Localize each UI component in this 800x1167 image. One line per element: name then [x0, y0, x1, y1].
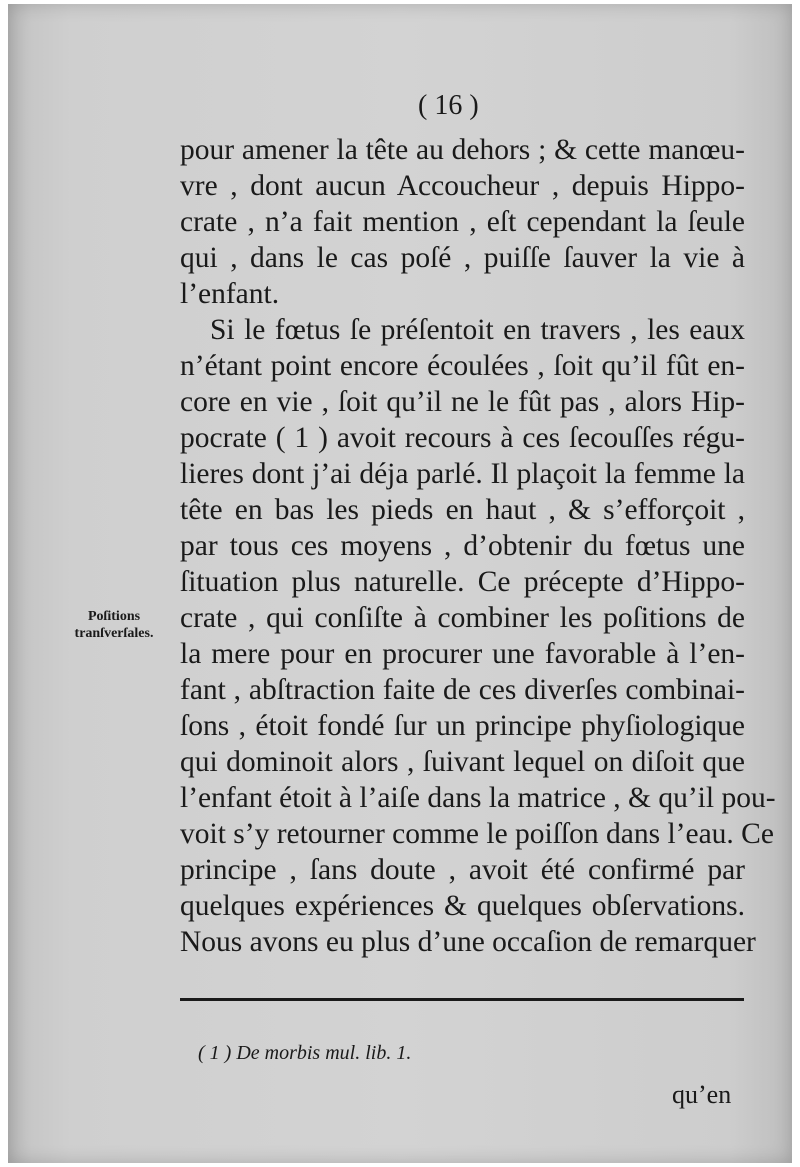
text-line: tête en bas les pieds en haut , & s’efforçoit , [180, 494, 745, 526]
text-line: vre , dont aucun Accoucheur , depuis Hippo- [180, 170, 745, 202]
margin-note-line: Poſitions [87, 609, 141, 624]
body-text [180, 132, 776, 960]
footnote: ( 1 ) De morbis mul. lib. 1. [198, 1042, 412, 1064]
text-line: la mere pour en procurer une favorable à l’en- [180, 638, 745, 670]
text-line: l’enfant étoit à l’aiſe dans la matrice , & qu’il pou- [180, 782, 776, 814]
margin-note [48, 608, 180, 642]
text-line: crate , qui conſiſte à combiner les poſitions de [180, 602, 745, 634]
text-line: ſons , étoit fondé ſur un principe phyſiologique [180, 710, 745, 742]
text-line: lieres dont j’ai déja parlé. Il plaçoit la femme la [180, 458, 745, 490]
text-line: crate , n’a fait mention , eſt cependant la ſeule [180, 206, 745, 238]
catchword: qu’en [672, 1080, 732, 1109]
page-number: ( 16 ) [418, 90, 479, 121]
text-line: qui , dans le cas poſé , puiſſe ſauver la vie à [180, 242, 745, 274]
text-line: ſituation plus naturelle. Ce précepte d’Hippo- [180, 566, 745, 598]
book-page [8, 4, 792, 1163]
text-line: pour amener la tête au dehors ; & cette manœu- [180, 134, 745, 166]
text-line: voit s’y retourner comme le poiſſon dans l’eau. Ce [180, 818, 774, 850]
text-line: core en vie , ſoit qu’il ne le fût pas , alors Hip- [180, 386, 745, 418]
text-line: Si le fœtus ſe préſentoit en travers , les eaux [210, 314, 745, 346]
text-line: par tous ces moyens , d’obtenir du fœtus une [180, 530, 745, 562]
text-line: fant , abſtraction faite de ces diverſes combinai- [180, 674, 745, 706]
text-line: quelques expériences & quelques obſervations. [180, 890, 745, 922]
text-line: qui dominoit alors , ſuivant lequel on diſoit que [180, 746, 745, 778]
text-line: principe , ſans doute , avoit été confirmé par [180, 854, 745, 886]
text-line: Nous avons eu plus d’une occaſion de remarquer [180, 926, 756, 958]
text-line: l’enfant. [180, 278, 280, 310]
margin-note-line: tranſverſales. [74, 626, 154, 641]
text-line: pocrate ( 1 ) avoit recours à ces ſecouſſes régu- [180, 422, 745, 454]
footnote-rule [180, 998, 744, 1001]
text-line: n’étant point encore écoulées , ſoit qu’il fût en- [180, 350, 745, 382]
